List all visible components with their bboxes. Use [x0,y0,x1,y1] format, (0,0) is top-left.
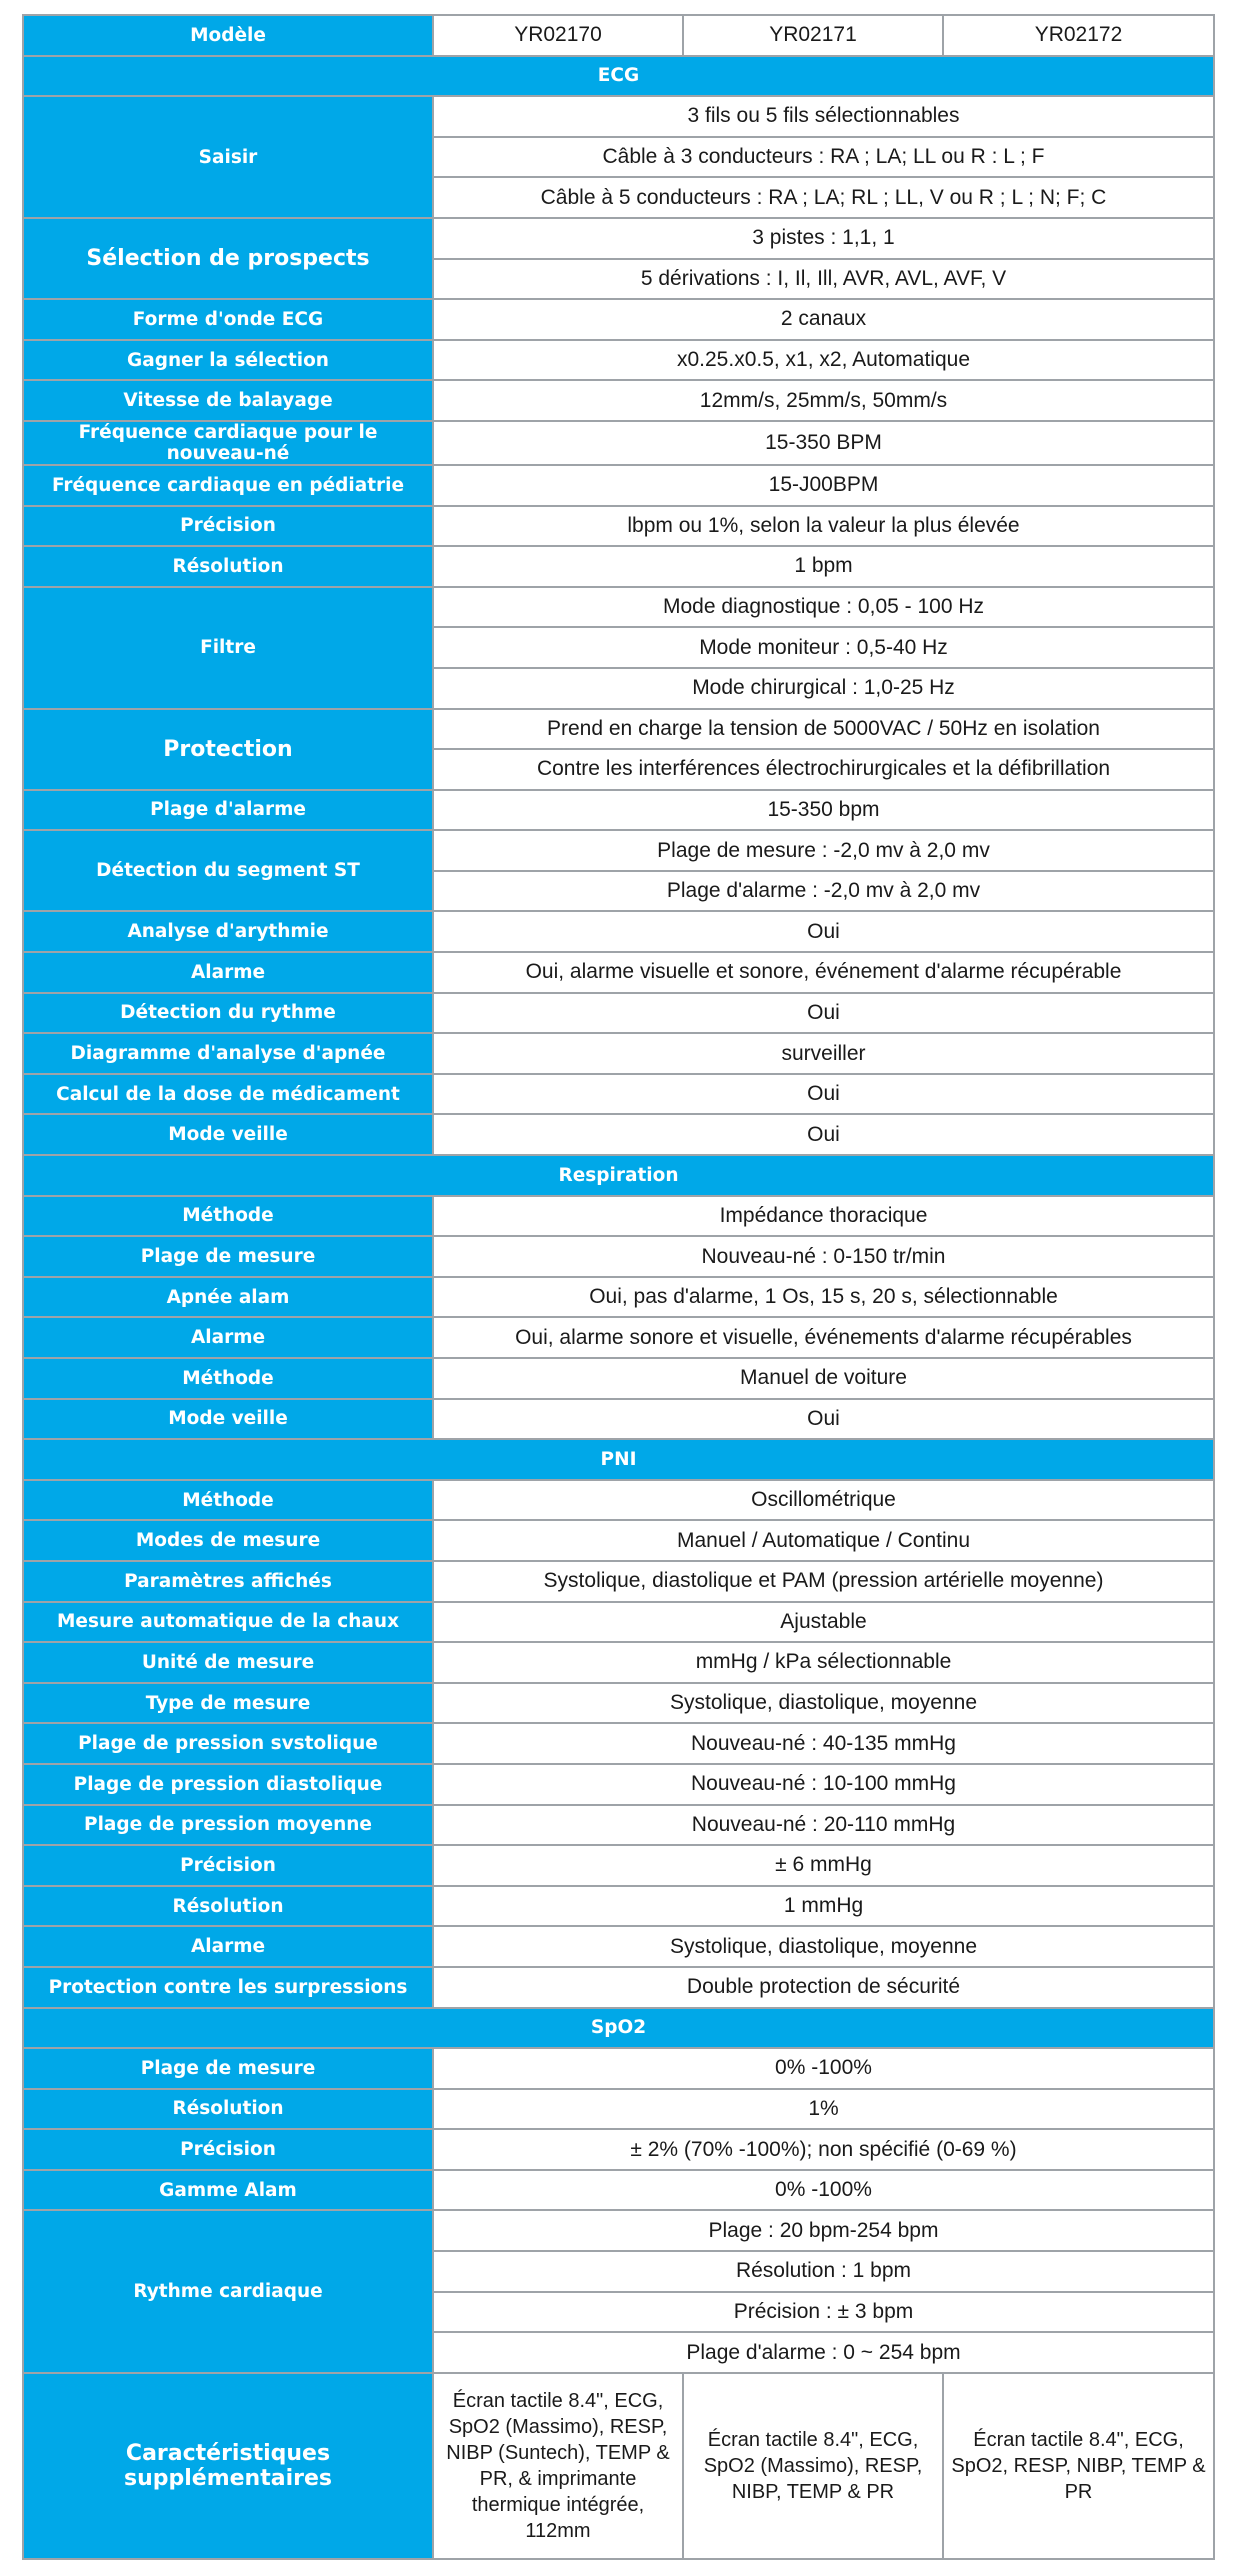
spec-label: Alarme [23,1926,433,1967]
spec-value: Nouveau-né : 40-135 mmHg [433,1723,1214,1764]
spec-row [23,1764,1214,1805]
spec-value: 0% -100% [433,2170,1214,2211]
spec-row [23,1399,1214,1440]
extra-features-row [23,2373,1214,2559]
spec-label: Vitesse de balayage [23,380,433,421]
spec-label: Rythme cardiaque [23,2210,433,2372]
spec-row [23,709,1214,750]
section-title: SpO2 [23,2008,1214,2049]
spec-label: Plage de pression diastolique [23,1764,433,1805]
section-title: PNI [23,1439,1214,1480]
spec-value: Impédance thoracique [433,1196,1214,1237]
model-name: YR02170 [433,15,683,56]
spec-value: Systolique, diastolique, moyenne [433,1926,1214,1967]
spec-label: Mode veille [23,1399,433,1440]
spec-row [23,952,1214,993]
spec-row [23,911,1214,952]
spec-label: Protection contre les surpressions [23,1967,433,2008]
spec-label: Méthode [23,1196,433,1237]
extra-features-label: Caractéristiques supplémentaires [23,2373,433,2559]
spec-value: 15-J00BPM [433,465,1214,506]
spec-row [23,1277,1214,1318]
spec-row [23,1926,1214,1967]
spec-label: Résolution [23,1886,433,1927]
spec-label: Analyse d'arythmie [23,911,433,952]
spec-label: Plage de pression svstolique [23,1723,433,1764]
spec-value: 3 fils ou 5 fils sélectionnables [433,96,1214,137]
spec-label: Plage de mesure [23,2048,433,2089]
spec-label: Méthode [23,1358,433,1399]
spec-label: Mode veille [23,1114,433,1155]
header-row [23,15,1214,56]
spec-label: Plage d'alarme [23,790,433,831]
spec-label: Plage de mesure [23,1236,433,1277]
spec-row [23,421,1214,465]
spec-label: Précision [23,2129,433,2170]
spec-row [23,1236,1214,1277]
spec-value: mmHg / kPa sélectionnable [433,1642,1214,1683]
spec-value: Oui, alarme visuelle et sonore, événement d'alarme récupérable [433,952,1214,993]
spec-row [23,1602,1214,1643]
spec-label: Modes de mesure [23,1520,433,1561]
spec-label: Précision [23,506,433,547]
spec-row [23,587,1214,628]
spec-label: Détection du rythme [23,993,433,1034]
section-header-row [23,1439,1214,1480]
spec-label: Sélection de prospects [23,218,433,299]
spec-row [23,1561,1214,1602]
spec-value: Manuel de voiture [433,1358,1214,1399]
spec-row [23,2089,1214,2130]
spec-row [23,218,1214,259]
spec-row [23,1074,1214,1115]
spec-label: Protection [23,709,433,790]
spec-label: Plage de pression moyenne [23,1805,433,1846]
spec-row [23,1805,1214,1846]
spec-value: Double protection de sécurité [433,1967,1214,2008]
spec-value: Ajustable [433,1602,1214,1643]
spec-value: Mode diagnostique : 0,05 - 100 Hz [433,587,1214,628]
spec-value: 1% [433,2089,1214,2130]
spec-label: Méthode [23,1480,433,1521]
spec-row [23,1886,1214,1927]
extra-feature-value: Écran tactile 8.4", ECG, SpO2, RESP, NIBP, TEMP & PR [943,2373,1214,2559]
spec-value: Résolution : 1 bpm [433,2251,1214,2292]
spec-value: Manuel / Automatique / Continu [433,1520,1214,1561]
section-header-row [23,2008,1214,2049]
spec-row [23,506,1214,547]
spec-value: Oui [433,1074,1214,1115]
spec-label: Détection du segment ST [23,830,433,911]
spec-label: Forme d'onde ECG [23,299,433,340]
spec-row [23,1845,1214,1886]
spec-value: Nouveau-né : 10-100 mmHg [433,1764,1214,1805]
spec-label: Fréquence cardiaque pour le nouveau-né [23,421,433,465]
spec-row [23,340,1214,381]
spec-row [23,96,1214,137]
spec-value: Nouveau-né : 0-150 tr/min [433,1236,1214,1277]
spec-value: Oui [433,993,1214,1034]
spec-value: Précision : ± 3 bpm [433,2292,1214,2333]
header-label: Modèle [23,15,433,56]
spec-value: ± 2% (70% -100%); non spécifié (0-69 %) [433,2129,1214,2170]
spec-label: Paramètres affichés [23,1561,433,1602]
spec-row [23,993,1214,1034]
spec-value: Systolique, diastolique, moyenne [433,1683,1214,1724]
spec-label: Diagramme d'analyse d'apnée [23,1033,433,1074]
spec-row [23,1683,1214,1724]
spec-label: Saisir [23,96,433,218]
spec-label: Mesure automatique de la chaux [23,1602,433,1643]
spec-value: 2 canaux [433,299,1214,340]
spec-row [23,1967,1214,2008]
spec-value: Mode moniteur : 0,5-40 Hz [433,627,1214,668]
spec-row [23,1033,1214,1074]
spec-row [23,1196,1214,1237]
spec-value: Plage d'alarme : -2,0 mv à 2,0 mv [433,871,1214,912]
spec-table [22,14,1215,2560]
spec-row [23,1480,1214,1521]
spec-value: 5 dérivations : I, Il, Ill, AVR, AVL, AVF, V [433,259,1214,300]
spec-row [23,790,1214,831]
spec-label: Alarme [23,952,433,993]
spec-value: Contre les interférences électrochirurgicales et la défibrillation [433,749,1214,790]
spec-value: Plage d'alarme : 0 ~ 254 bpm [433,2332,1214,2373]
spec-label: Résolution [23,546,433,587]
spec-row [23,830,1214,871]
spec-value: Oui [433,911,1214,952]
extra-feature-value: Écran tactile 8.4", ECG, SpO2 (Massimo), RESP, NIBP, TEMP & PR [683,2373,943,2559]
section-header-row [23,1155,1214,1196]
section-header-row [23,56,1214,97]
spec-value: Nouveau-né : 20-110 mmHg [433,1805,1214,1846]
spec-value: x0.25.x0.5, x1, x2, Automatique [433,340,1214,381]
spec-value: Systolique, diastolique et PAM (pression artérielle moyenne) [433,1561,1214,1602]
spec-value: Câble à 5 conducteurs : RA ; LA; RL ; LL, V ou R ; L ; N; F; C [433,177,1214,218]
spec-value: Plage : 20 bpm-254 bpm [433,2210,1214,2251]
spec-label: Fréquence cardiaque en pédiatrie [23,465,433,506]
spec-row [23,2129,1214,2170]
spec-label: Résolution [23,2089,433,2130]
spec-row [23,380,1214,421]
spec-label: Gamme Alam [23,2170,433,2211]
spec-row [23,299,1214,340]
spec-value: 3 pistes : 1,1, 1 [433,218,1214,259]
spec-value: 15-350 BPM [433,421,1214,465]
spec-value: Câble à 3 conducteurs : RA ; LA; LL ou R : L ; F [433,137,1214,178]
spec-label: Apnée alam [23,1277,433,1318]
spec-row [23,1114,1214,1155]
spec-value: ± 6 mmHg [433,1845,1214,1886]
spec-row [23,2170,1214,2211]
spec-value: 12mm/s, 25mm/s, 50mm/s [433,380,1214,421]
spec-value: Oui, pas d'alarme, 1 Os, 15 s, 20 s, sélectionnable [433,1277,1214,1318]
spec-table-body [23,15,1214,2559]
spec-value: Oui [433,1114,1214,1155]
spec-label: Type de mesure [23,1683,433,1724]
spec-row [23,546,1214,587]
spec-value: 0% -100% [433,2048,1214,2089]
spec-label: Filtre [23,587,433,709]
spec-row [23,1520,1214,1561]
spec-value: Plage de mesure : -2,0 mv à 2,0 mv [433,830,1214,871]
spec-value: 1 bpm [433,546,1214,587]
spec-value: Prend en charge la tension de 5000VAC / 50Hz en isolation [433,709,1214,750]
spec-value: Mode chirurgical : 1,0-25 Hz [433,668,1214,709]
spec-value: Oui, alarme sonore et visuelle, événements d'alarme récupérables [433,1317,1214,1358]
spec-row [23,2210,1214,2251]
extra-feature-value: Écran tactile 8.4", ECG, SpO2 (Massimo), RESP, NIBP (Suntech), TEMP & PR, & imprimante thermique intégrée, 112mm [433,2373,683,2559]
spec-row [23,1723,1214,1764]
spec-value: lbpm ou 1%, selon la valeur la plus élevée [433,506,1214,547]
spec-row [23,1358,1214,1399]
spec-row [23,1317,1214,1358]
spec-value: 15-350 bpm [433,790,1214,831]
spec-label: Alarme [23,1317,433,1358]
spec-value: Oscillométrique [433,1480,1214,1521]
spec-row [23,465,1214,506]
spec-label: Gagner la sélection [23,340,433,381]
spec-row [23,2048,1214,2089]
spec-label: Calcul de la dose de médicament [23,1074,433,1115]
spec-row [23,1642,1214,1683]
spec-label: Précision [23,1845,433,1886]
spec-value: surveiller [433,1033,1214,1074]
spec-label: Unité de mesure [23,1642,433,1683]
model-name: YR02172 [943,15,1214,56]
section-title: Respiration [23,1155,1214,1196]
model-name: YR02171 [683,15,943,56]
spec-value: Oui [433,1399,1214,1440]
section-title: ECG [23,56,1214,97]
spec-value: 1 mmHg [433,1886,1214,1927]
